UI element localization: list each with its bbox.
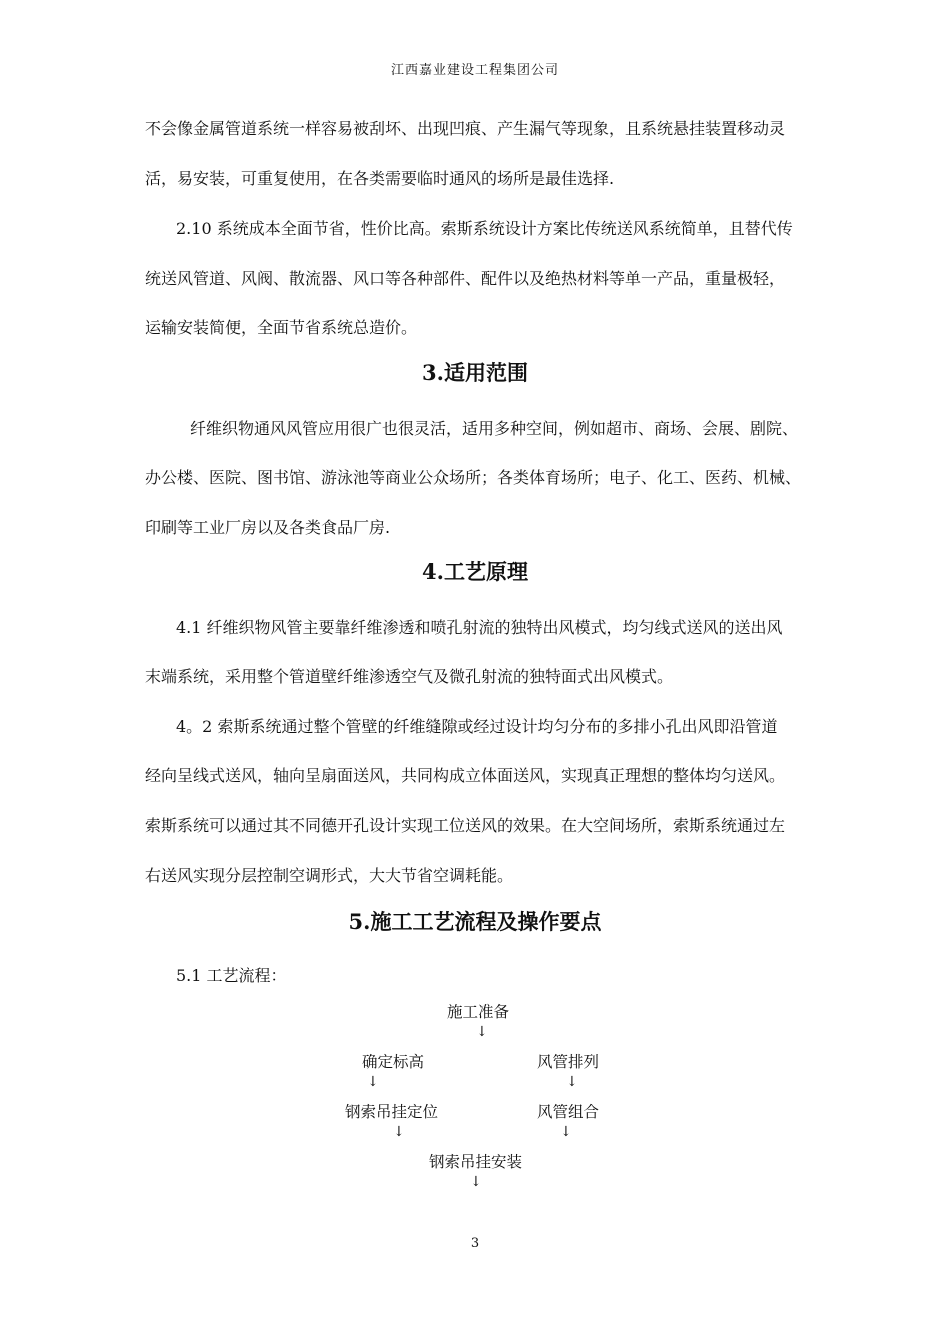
body-text-line: 纤维织物通风风管应用很广也很灵活，适用多种空间，例如超市、商场、会展、剧院、 [190, 419, 799, 438]
flow-step-start: 施工准备 [447, 1003, 510, 1021]
body-text-line: 右送风实现分层控制空调形式，大大节省空调耗能。 [145, 866, 514, 885]
flow-step-left-1: 确定标高 [362, 1053, 425, 1071]
body-text-line: 办公楼、医院、图书馆、游泳池等商业公众场所；各类体育场所；电子、化工、医药、机械、 [145, 468, 802, 487]
flow-step-left-2: 钢索吊挂定位 [345, 1103, 439, 1121]
flow-step-merge: 钢索吊挂安装 [429, 1153, 523, 1171]
down-arrow-icon: ↓ [476, 1024, 488, 1040]
body-text-line: 索斯系统可以通过其不同德开孔设计实现工位送风的效果。在大空间场所，索斯系统通过左 [145, 816, 786, 835]
down-arrow-icon: ↓ [367, 1074, 379, 1090]
body-text-line: 不会像金属管道系统一样容易被刮坏、出现凹痕、产生漏气等现象，且系统悬挂装置移动灵 [145, 119, 786, 138]
body-text-line: 经向呈线式送风，轴向呈扇面送风，共同构成立体面送风，实现真正理想的整体均匀送风。 [145, 766, 786, 785]
body-text-line: 4.1 纤维织物风管主要靠纤维渗透和喷孔射流的独特出风模式，均匀线式送风的送出风 [176, 618, 783, 637]
section-heading-3: 3.适用范围 [422, 360, 528, 385]
body-text-line: 运输安装简便，全面节省系统总造价。 [145, 318, 418, 337]
body-text-line: 活，易安装，可重复使用，在各类需要临时通风的场所是最佳选择. [145, 169, 615, 188]
body-text-line: 2.10 系统成本全面节省，性价比高。索斯系统设计方案比传统送风系统简单，且替代传 [176, 219, 793, 238]
section-heading-5: 5.施工工艺流程及操作要点 [348, 909, 602, 934]
body-text-line: 印刷等工业厂房以及各类食品厂房. [145, 518, 391, 537]
body-text-line: 5.1 工艺流程： [176, 966, 287, 985]
section-heading-4: 4.工艺原理 [422, 559, 528, 584]
body-text-line: 统送风管道、风阀、散流器、风口等各种部件、配件以及绝热材料等单一产品，重量极轻， [145, 269, 786, 288]
page-header: 江西嘉业建设工程集团公司 [390, 63, 559, 78]
body-text-line: 末端系统，采用整个管道壁纤维渗透空气及微孔射流的独特面式出风模式。 [145, 667, 674, 686]
down-arrow-icon: ↓ [393, 1124, 405, 1140]
down-arrow-icon: ↓ [566, 1074, 578, 1090]
flow-step-right-1: 风管排列 [537, 1053, 600, 1071]
flow-step-right-2: 风管组合 [537, 1103, 600, 1121]
page-number: 3 [470, 1236, 480, 1251]
down-arrow-icon: ↓ [470, 1174, 482, 1190]
down-arrow-icon: ↓ [560, 1124, 572, 1140]
body-text-line: 4。2 索斯系统通过整个管壁的纤维缝隙或经过设计均匀分布的多排小孔出风即沿管道 [176, 717, 778, 736]
